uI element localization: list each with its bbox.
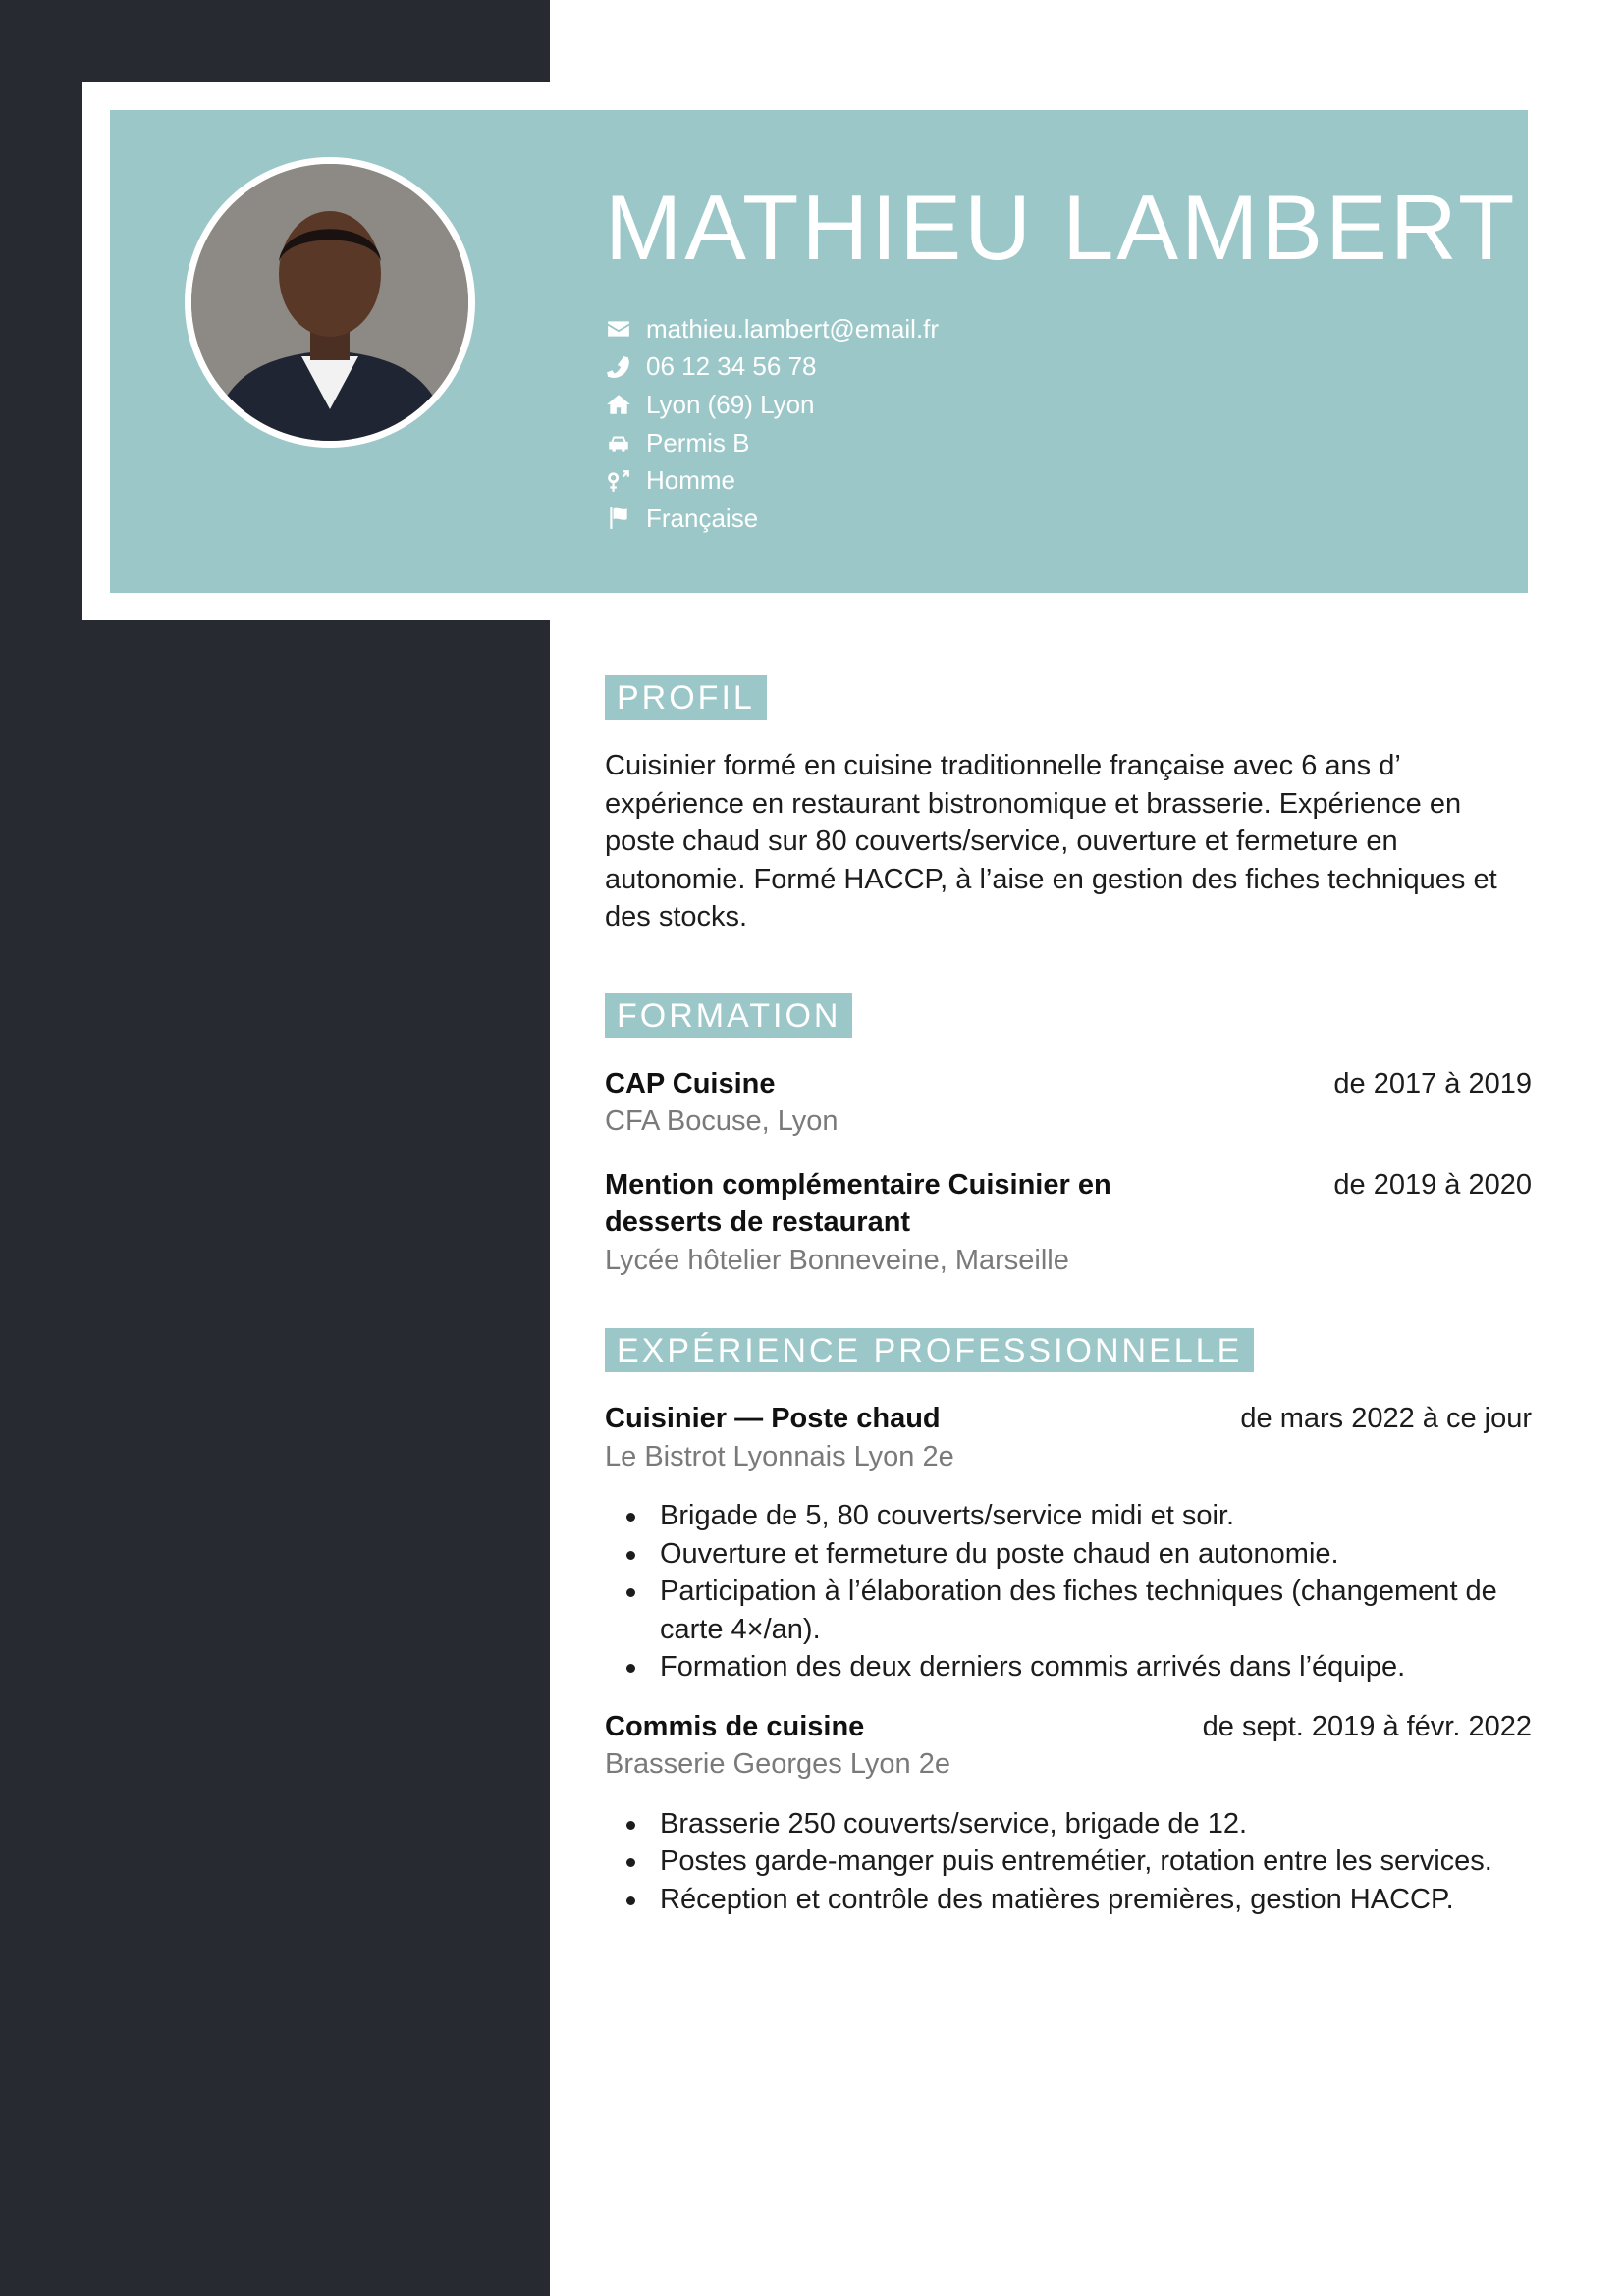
formation-section [605, 993, 1532, 1280]
contact-license [605, 424, 939, 462]
job-bullet-list [605, 1497, 1532, 1686]
gender-icon [605, 467, 632, 495]
contact-list [605, 310, 939, 538]
job-bullet: Réception et contrôle des matières premières, gestion HACCP. [660, 1881, 1532, 1919]
contact-email-text: mathieu.lambert@email.fr [646, 313, 940, 344]
contact-email [605, 310, 939, 348]
flag-icon [605, 505, 632, 532]
experience-section [605, 1328, 1532, 1918]
home-icon [605, 391, 632, 418]
job-company: Brasserie Georges Lyon 2e [605, 1748, 950, 1780]
job-company: Le Bistrot Lyonnais Lyon 2e [605, 1440, 954, 1472]
job-bullet: Postes garde-manger puis entremétier, rotation entre les services. [660, 1842, 1532, 1881]
contact-nationality [605, 500, 939, 538]
job-bullet: Formation des deux derniers commis arrivés dans l’équipe. [660, 1648, 1532, 1686]
envelope-icon [605, 315, 632, 343]
job-bullet: Brigade de 5, 80 couverts/service midi et soir. [660, 1497, 1532, 1535]
formation-date: de 2019 à 2020 [1333, 1168, 1532, 1201]
job-bullet: Brasserie 250 couverts/service, brigade de 12. [660, 1805, 1532, 1843]
job-bullet: Participation à l’élaboration des fiches techniques (changement de carte 4×/an). [660, 1573, 1532, 1648]
profile-section [605, 675, 1532, 936]
formation-title: Mention complémentaire Cuisinier en desserts de restaurant [605, 1168, 1111, 1238]
car-icon [605, 429, 632, 456]
contact-address [605, 386, 939, 424]
contact-gender-text: Homme [646, 465, 736, 496]
contact-gender [605, 461, 939, 500]
contact-license-text: Permis B [646, 427, 750, 457]
formation-school: CFA Bocuse, Lyon [605, 1105, 839, 1137]
profile-text: Cuisinier formé en cuisine traditionnelle française avec 6 ans d’ expérience en restaurant bistronomique et brasserie. Expérience en poste chaud sur 80 couverts/service, ouverture et fermeture en autonomie. Formé HACCP, à l’aise en gestion des fiches techniques et des stocks. [605, 750, 1497, 933]
formation-date: de 2017 à 2019 [1333, 1067, 1532, 1099]
job-title: Cuisinier — Poste chaud [605, 1403, 941, 1434]
candidate-name: MATHIEU LAMBERT [605, 176, 1518, 279]
job-date: de mars 2022 à ce jour [1240, 1403, 1532, 1434]
formation-item [605, 1166, 1532, 1280]
main-content [605, 675, 1532, 1918]
formation-item [605, 1065, 1532, 1141]
section-title-experience: EXPÉRIENCE PROFESSIONNELLE [605, 1328, 1254, 1372]
phone-icon [605, 353, 632, 381]
formation-school: Lycée hôtelier Bonneveine, Marseille [605, 1244, 1069, 1276]
section-title-formation: FORMATION [605, 993, 852, 1038]
contact-nationality-text: Française [646, 503, 759, 533]
person-portrait-icon [191, 164, 468, 441]
experience-item [605, 1400, 1532, 1686]
experience-item [605, 1708, 1532, 1919]
formation-title: CAP Cuisine [605, 1067, 776, 1099]
profile-photo [185, 157, 475, 448]
contact-phone [605, 348, 939, 387]
job-bullet: Ouverture et fermeture du poste chaud en autonomie. [660, 1535, 1532, 1574]
section-title-profile: PROFIL [605, 675, 767, 720]
contact-phone-text: 06 12 34 56 78 [646, 351, 817, 382]
job-date: de sept. 2019 à févr. 2022 [1202, 1710, 1532, 1742]
contact-address-text: Lyon (69) Lyon [646, 389, 815, 419]
job-bullet-list [605, 1805, 1532, 1919]
job-title: Commis de cuisine [605, 1710, 865, 1742]
